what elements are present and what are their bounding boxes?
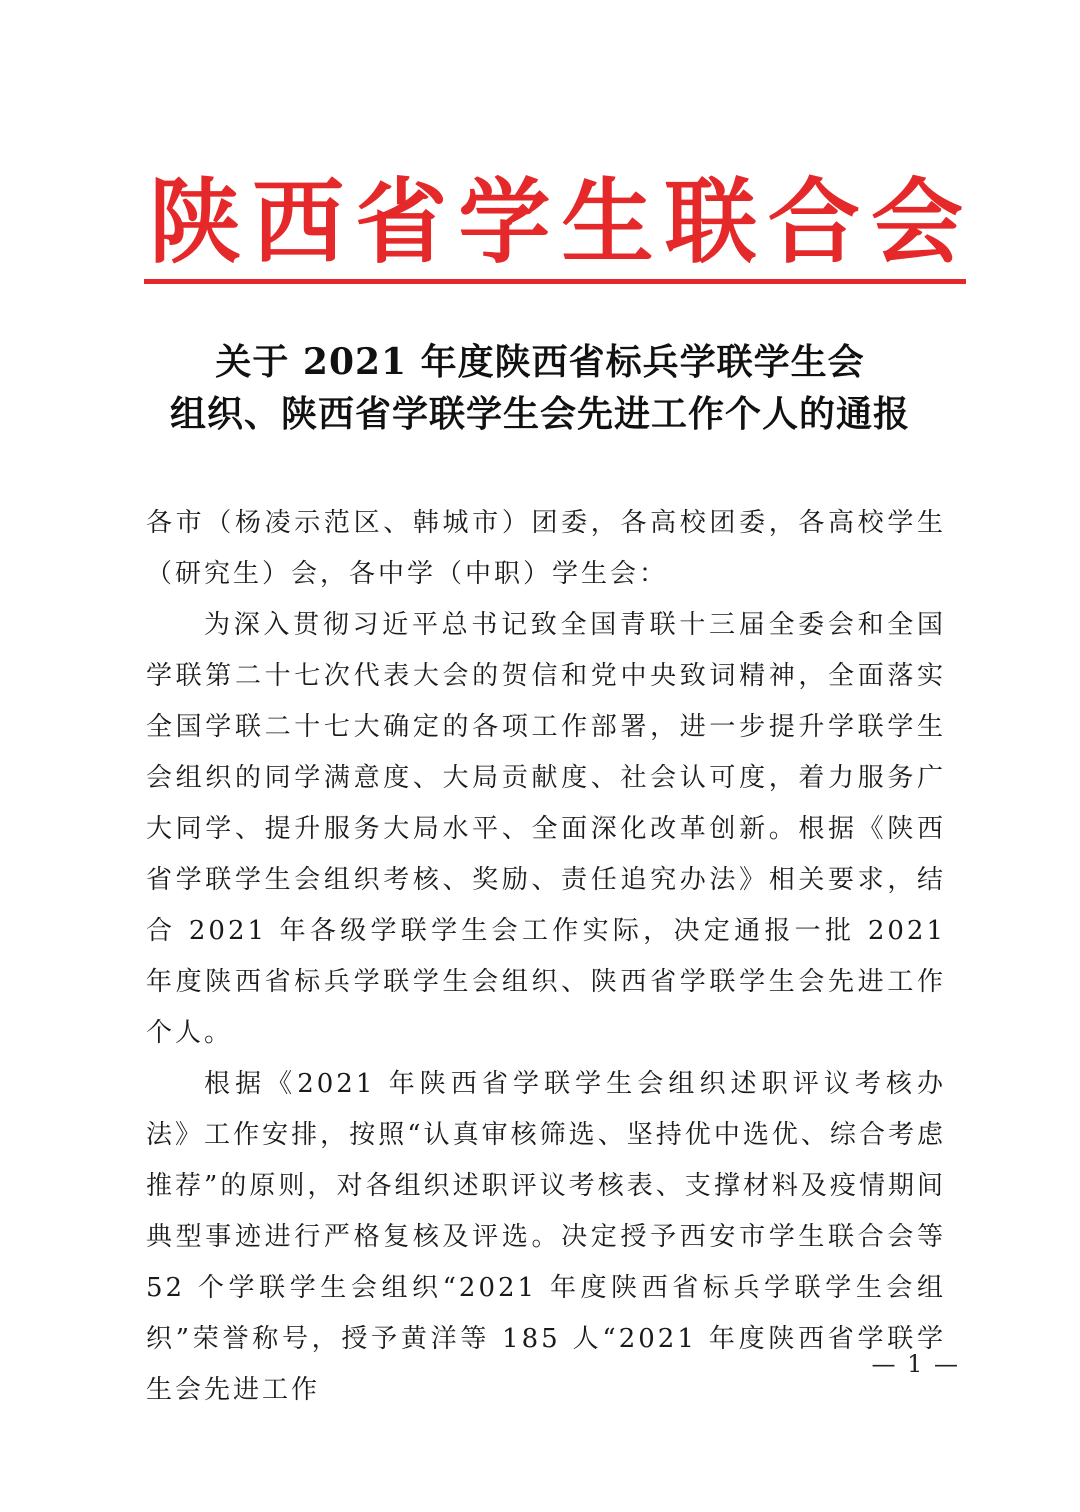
paragraph-2: 根据《2021 年陕西省学联学生会组织述职评议考核办法》工作安排，按照“认真审核筛选、坚持优中选优、综合考虑推荐”的原则，对各组织述职评议考核表、支撑材料及疫情期间典型事迹进行严格复核及评选。决定授予西安市学生联合会等 52 个学联学生会组织“2021 年度陕西省标兵学联学生会组织”荣誉称号，授予黄洋等 185 人“2021 年度陕西省学联学生会先进工作 (146, 1069, 946, 1405)
page-number: — 1 — (871, 1350, 960, 1378)
letterhead-divider (144, 279, 966, 284)
letterhead-char: 合 (767, 169, 860, 276)
letterhead-char: 生 (561, 169, 654, 276)
document-title (120, 336, 960, 440)
document-body (146, 498, 946, 1416)
letterhead-char: 西 (252, 169, 345, 276)
letterhead-char: 学 (458, 169, 551, 276)
letterhead (146, 168, 966, 278)
letterhead-char: 省 (355, 169, 448, 276)
letterhead-char: 陕 (148, 169, 241, 276)
title-line-2: 组织、陕西省学联学生会先进工作个人的通报 (169, 393, 910, 435)
paragraph-1: 为深入贯彻习近平总书记致全国青联十三届全委会和全国学联第二十七次代表大会的贺信和党中央致词精神，全面落实全国学联二十七大确定的各项工作部署，进一步提升学联学生会组织的同学满意度、大局贡献度、社会认可度，着力服务广大同学、提升服务大局水平、全面深化改革创新。根据《陕西省学联学生会组织考核、奖励、责任追究办法》相关要求，结合 2021 年各级学联学生会工作实际，决定通报一批 2021 年度陕西省标兵学联学生会组织、陕西省学联学生会先进工作个人。 (146, 610, 946, 1048)
title-line-1: 关于 2021 年度陕西省标兵学联学生会 (215, 341, 865, 383)
letterhead-char: 会 (870, 169, 963, 276)
letterhead-char: 联 (664, 169, 757, 276)
addressee: 各市（杨凌示范区、韩城市）团委，各高校团委，各高校学生（研究生）会，各中学（中职）学生会： (146, 508, 946, 589)
